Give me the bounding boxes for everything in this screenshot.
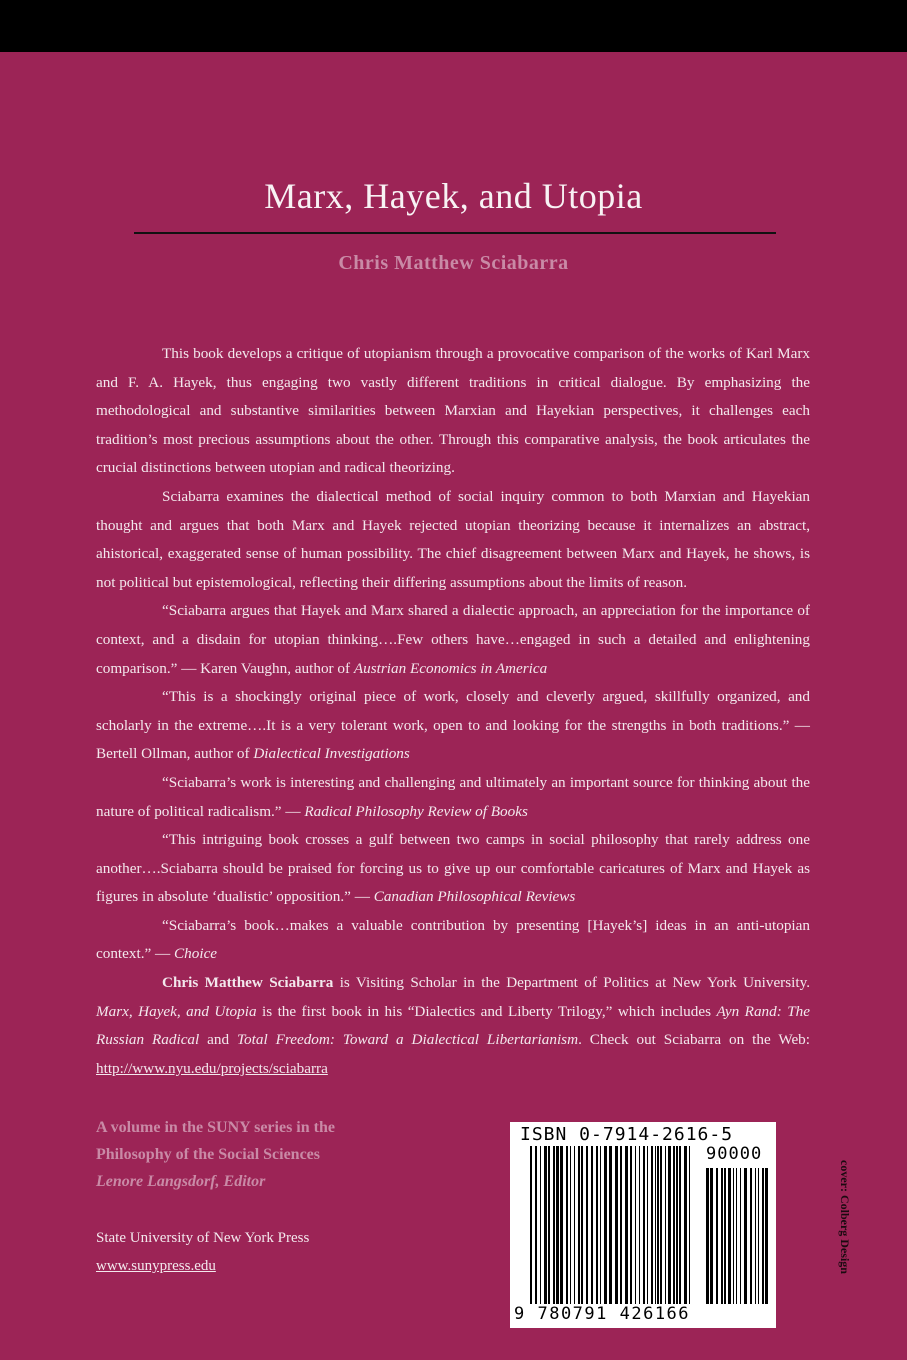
bio-book-title: Marx, Hayek, and Utopia bbox=[96, 1002, 257, 1020]
series-line: Philosophy of the Social Sciences bbox=[96, 1146, 321, 1163]
review-source: Choice bbox=[174, 945, 218, 963]
book-title: Marx, Hayek, and Utopia bbox=[264, 176, 643, 216]
review-quote bbox=[96, 769, 810, 826]
bio-book-title: Total Freedom: Toward a Dialectical Libertarianism bbox=[237, 1031, 579, 1049]
author-bio bbox=[96, 969, 810, 1083]
description-paragraph: This book develops a critique of utopianism through a provocative comparison of the works of Karl Marx and F. A. Hayek, thus engaging two vastly different traditions in critical dialogue. By emphasizing the methodological and substantive similarities between Marxian and Hayekian perspectives, it challenges each tradition’s most precious assumptions about the other. Through this comparative analysis, the book articulates the crucial distinctions between utopian and radical theorizing. bbox=[96, 345, 810, 477]
series-line: A volume in the SUNY series in the bbox=[96, 1119, 335, 1136]
description-paragraph: Sciabarra examines the dialectical method of social inquiry common to both Marxian and Hayekian thought and argues that both Marx and Hayek rejected utopian theorizing because it internalizes an abstract, ahistorical, exaggerated sense of human possibility. The chief disagreement between Marx and Hayek, he shows, is not political but epistemological, reflecting their differing assumptions about the limits of reason. bbox=[96, 487, 810, 591]
publisher-info bbox=[96, 1224, 309, 1280]
bio-name: Chris Matthew Sciabarra bbox=[162, 974, 334, 992]
review-quote bbox=[96, 683, 810, 769]
review-text: “This intriguing book crosses a gulf between two camps in social philosophy that rarely address one another….Sciabarra should be praised for forcing us to give up our comfortable caricatures of Marx and Hayek as figures in absolute ‘dualistic’ opposition.” — bbox=[96, 831, 810, 906]
review-quote bbox=[96, 912, 810, 969]
bio-text: . Check out Sciabarra on the Web: bbox=[578, 1031, 810, 1049]
review-text: “Sciabarra’s work is interesting and challenging and ultimately an important source for thinking about the nature of political radicalism.” — bbox=[96, 773, 810, 820]
review-source: Austrian Economics in America bbox=[353, 659, 548, 677]
isbn-barcode bbox=[510, 1122, 776, 1328]
review-quote bbox=[96, 597, 810, 683]
series-editor: Lenore Langsdorf, Editor bbox=[96, 1173, 266, 1190]
book-author: Chris Matthew Sciabarra bbox=[338, 252, 569, 274]
review-quote bbox=[96, 826, 810, 912]
bio-text: is the first book in his “Dialectics and Liberty Trilogy,” which includes bbox=[256, 1002, 717, 1020]
author-website-link[interactable]: http://www.nyu.edu/projects/sciabarra bbox=[96, 1059, 328, 1077]
addon-barcode-bars bbox=[706, 1168, 768, 1304]
review-source: Canadian Philosophical Reviews bbox=[373, 888, 576, 906]
cover-credit: cover: Colberg Design bbox=[838, 1160, 852, 1274]
top-black-bar bbox=[0, 0, 907, 52]
ean-number: 9 780791 426166 bbox=[514, 1304, 691, 1324]
bio-text: and bbox=[199, 1031, 237, 1049]
bio-text: is Visiting Scholar in the Department of Politics at New York University. bbox=[333, 974, 810, 992]
review-source: Dialectical Investigations bbox=[253, 745, 410, 763]
isbn-number: ISBN 0-7914-2616-5 bbox=[520, 1124, 734, 1145]
publisher-name: State University of New York Press bbox=[96, 1230, 310, 1246]
review-source: Radical Philosophy Review of Books bbox=[304, 802, 528, 820]
publisher-website-link[interactable]: www.sunypress.edu bbox=[96, 1258, 216, 1274]
price-addon-number: 90000 bbox=[706, 1144, 763, 1164]
cover-copy bbox=[96, 340, 810, 1083]
review-text: “Sciabarra argues that Hayek and Marx shared a dialectic approach, an appreciation for the importance of context, and a disdain for utopian thinking….Few others have…engaged in such a detailed and enlightening comparison.” — Karen Vaughn, author of bbox=[96, 602, 810, 677]
review-text: “Sciabarra’s book…makes a valuable contribution by presenting [Hayek’s] ideas in an anti-utopian context.” — bbox=[96, 916, 810, 963]
title-rule bbox=[134, 232, 776, 234]
bio-book-title: Ayn Rand: The Russian Radical bbox=[96, 1002, 811, 1049]
ean-barcode-bars bbox=[530, 1146, 690, 1304]
review-text: “This is a shockingly original piece of work, closely and cleverly argued, skillfully organized, and scholarly in the extreme….It is a very tolerant work, open to and looking for the strengths in both traditions.” — Bertell Ollman, author of bbox=[96, 688, 810, 763]
series-info bbox=[96, 1114, 416, 1195]
book-back-cover bbox=[0, 52, 907, 1360]
